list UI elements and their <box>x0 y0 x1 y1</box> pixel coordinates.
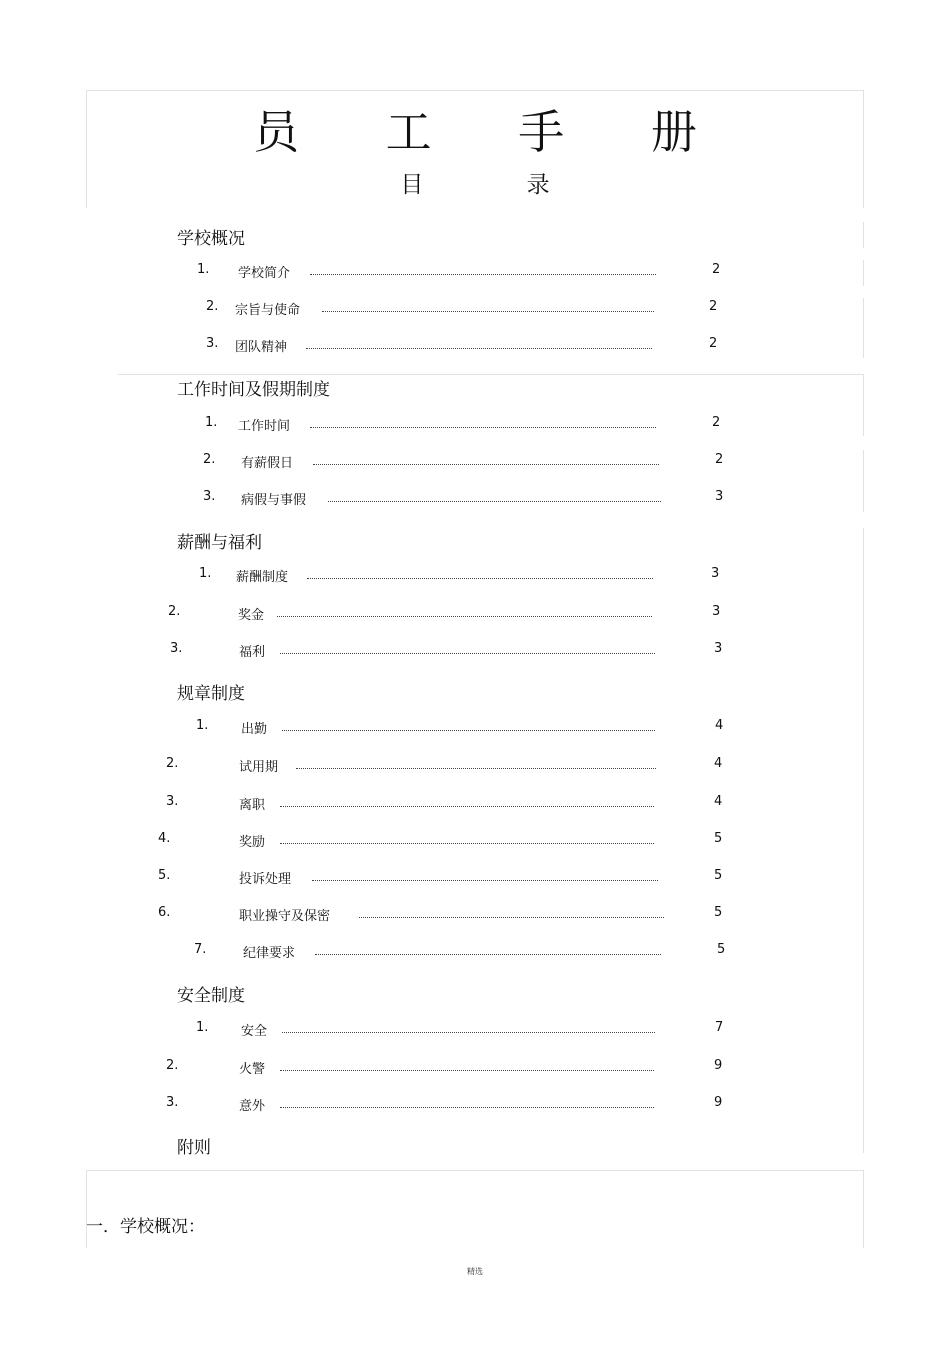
toc-entry-number: 1. <box>205 415 218 430</box>
toc-entry-number: 3. <box>170 641 183 656</box>
toc-entry-label: 学校简介 <box>238 266 291 281</box>
toc-entry-page: 2 <box>715 452 724 467</box>
toc-entry-page: 3 <box>715 489 724 504</box>
toc-entry-page: 3 <box>712 604 721 619</box>
toc-leader-dots <box>310 264 656 275</box>
toc-leader-dots <box>282 1022 655 1033</box>
toc-entry-page: 3 <box>711 566 720 581</box>
toc-entry-page: 7 <box>715 1020 724 1035</box>
toc-entry-label: 安全 <box>241 1024 268 1039</box>
toc-entry-number: 6. <box>158 905 171 920</box>
toc-leader-dots <box>307 568 653 579</box>
toc-entry-number: 1. <box>196 1020 209 1035</box>
toc-leader-dots <box>312 870 658 881</box>
toc-leader-dots <box>280 643 655 654</box>
toc-entry-number: 2. <box>166 756 179 771</box>
toc-entry-label: 意外 <box>239 1099 266 1114</box>
toc-entry-page: 9 <box>714 1095 723 1110</box>
toc-entry-page: 5 <box>714 868 723 883</box>
toc-entry-page: 9 <box>714 1058 723 1073</box>
frame-right-line <box>863 1170 864 1248</box>
toc-leader-dots <box>322 301 654 312</box>
toc-entry-page: 5 <box>717 942 726 957</box>
page-footer: 精选 <box>467 1267 483 1276</box>
document-title: 员 工 手 册 <box>253 105 733 159</box>
toc-leader-dots <box>277 606 652 617</box>
toc-leader-dots <box>280 1060 654 1071</box>
toc-entry-number: 3. <box>206 336 219 351</box>
toc-leader-dots <box>328 491 661 502</box>
toc-entry-label: 纪律要求 <box>243 946 296 961</box>
toc-entry-page: 5 <box>714 905 723 920</box>
toc-entry-label: 有薪假日 <box>241 456 294 471</box>
toc-entry-number: 1. <box>197 262 210 277</box>
toc-leader-dots <box>282 720 655 731</box>
toc-leader-dots <box>296 758 656 769</box>
frame-right-line <box>863 450 864 512</box>
frame-top-line <box>86 90 864 91</box>
toc-entry-number: 1. <box>196 718 209 733</box>
toc-entry-label: 工作时间 <box>238 419 291 434</box>
toc-leader-dots <box>280 833 654 844</box>
toc-section-title: 薪酬与福利 <box>177 533 262 553</box>
toc-entry-page: 2 <box>709 336 718 351</box>
toc-entry-page: 3 <box>714 641 723 656</box>
toc-section-title: 规章制度 <box>177 684 245 704</box>
toc-leader-dots <box>306 338 652 349</box>
frame-right-line <box>863 222 864 248</box>
chapter-heading: 一．学校概况： <box>86 1217 205 1237</box>
toc-section-title: 工作时间及假期制度 <box>177 380 330 400</box>
toc-heading: 目 录 <box>400 172 598 198</box>
toc-section-title: 学校概况 <box>177 229 245 249</box>
toc-entry-label: 宗旨与使命 <box>235 303 301 318</box>
toc-entry-label: 病假与事假 <box>241 493 307 508</box>
toc-entry-number: 1. <box>199 566 212 581</box>
toc-entry-label: 火警 <box>239 1062 266 1077</box>
toc-entry-number: 4. <box>158 831 171 846</box>
toc-entry-page: 2 <box>712 262 721 277</box>
frame-right-line <box>863 528 864 1153</box>
toc-entry-label: 奖励 <box>239 835 266 850</box>
toc-entry-label: 离职 <box>239 798 266 813</box>
toc-entry-label: 职业操守及保密 <box>239 909 331 924</box>
toc-entry-number: 2. <box>168 604 181 619</box>
toc-entry-label: 投诉处理 <box>239 872 292 887</box>
toc-entry-label: 出勤 <box>241 722 268 737</box>
toc-entry-page: 4 <box>715 718 724 733</box>
toc-entry-label: 试用期 <box>239 760 279 775</box>
toc-entry-page: 4 <box>714 794 723 809</box>
frame-right-line <box>863 374 864 436</box>
toc-section-title: 安全制度 <box>177 986 245 1006</box>
toc-entry-label: 薪酬制度 <box>236 570 289 585</box>
toc-entry-number: 3. <box>203 489 216 504</box>
frame-right-line <box>863 260 864 286</box>
toc-leader-dots <box>280 1097 654 1108</box>
frame-right-line <box>863 298 864 358</box>
toc-entry-number: 2. <box>203 452 216 467</box>
toc-entry-number: 3. <box>166 1095 179 1110</box>
toc-leader-dots <box>359 907 664 918</box>
toc-entry-page: 4 <box>714 756 723 771</box>
toc-leader-dots <box>315 944 661 955</box>
toc-entry-number: 3. <box>166 794 179 809</box>
toc-entry-number: 2. <box>166 1058 179 1073</box>
toc-leader-dots <box>310 417 656 428</box>
toc-entry-number: 5. <box>158 868 171 883</box>
frame-divider-line <box>86 1170 864 1171</box>
toc-section-title: 附则 <box>177 1138 211 1158</box>
toc-entry-page: 2 <box>709 299 718 314</box>
toc-leader-dots <box>280 796 654 807</box>
toc-entry-page: 2 <box>712 415 721 430</box>
toc-entry-label: 福利 <box>239 645 266 660</box>
toc-entry-number: 2. <box>206 299 219 314</box>
toc-entry-label: 奖金 <box>238 608 265 623</box>
toc-entry-label: 团队精神 <box>235 340 288 355</box>
toc-leader-dots <box>313 454 659 465</box>
toc-entry-page: 5 <box>714 831 723 846</box>
toc-entry-number: 7. <box>194 942 207 957</box>
